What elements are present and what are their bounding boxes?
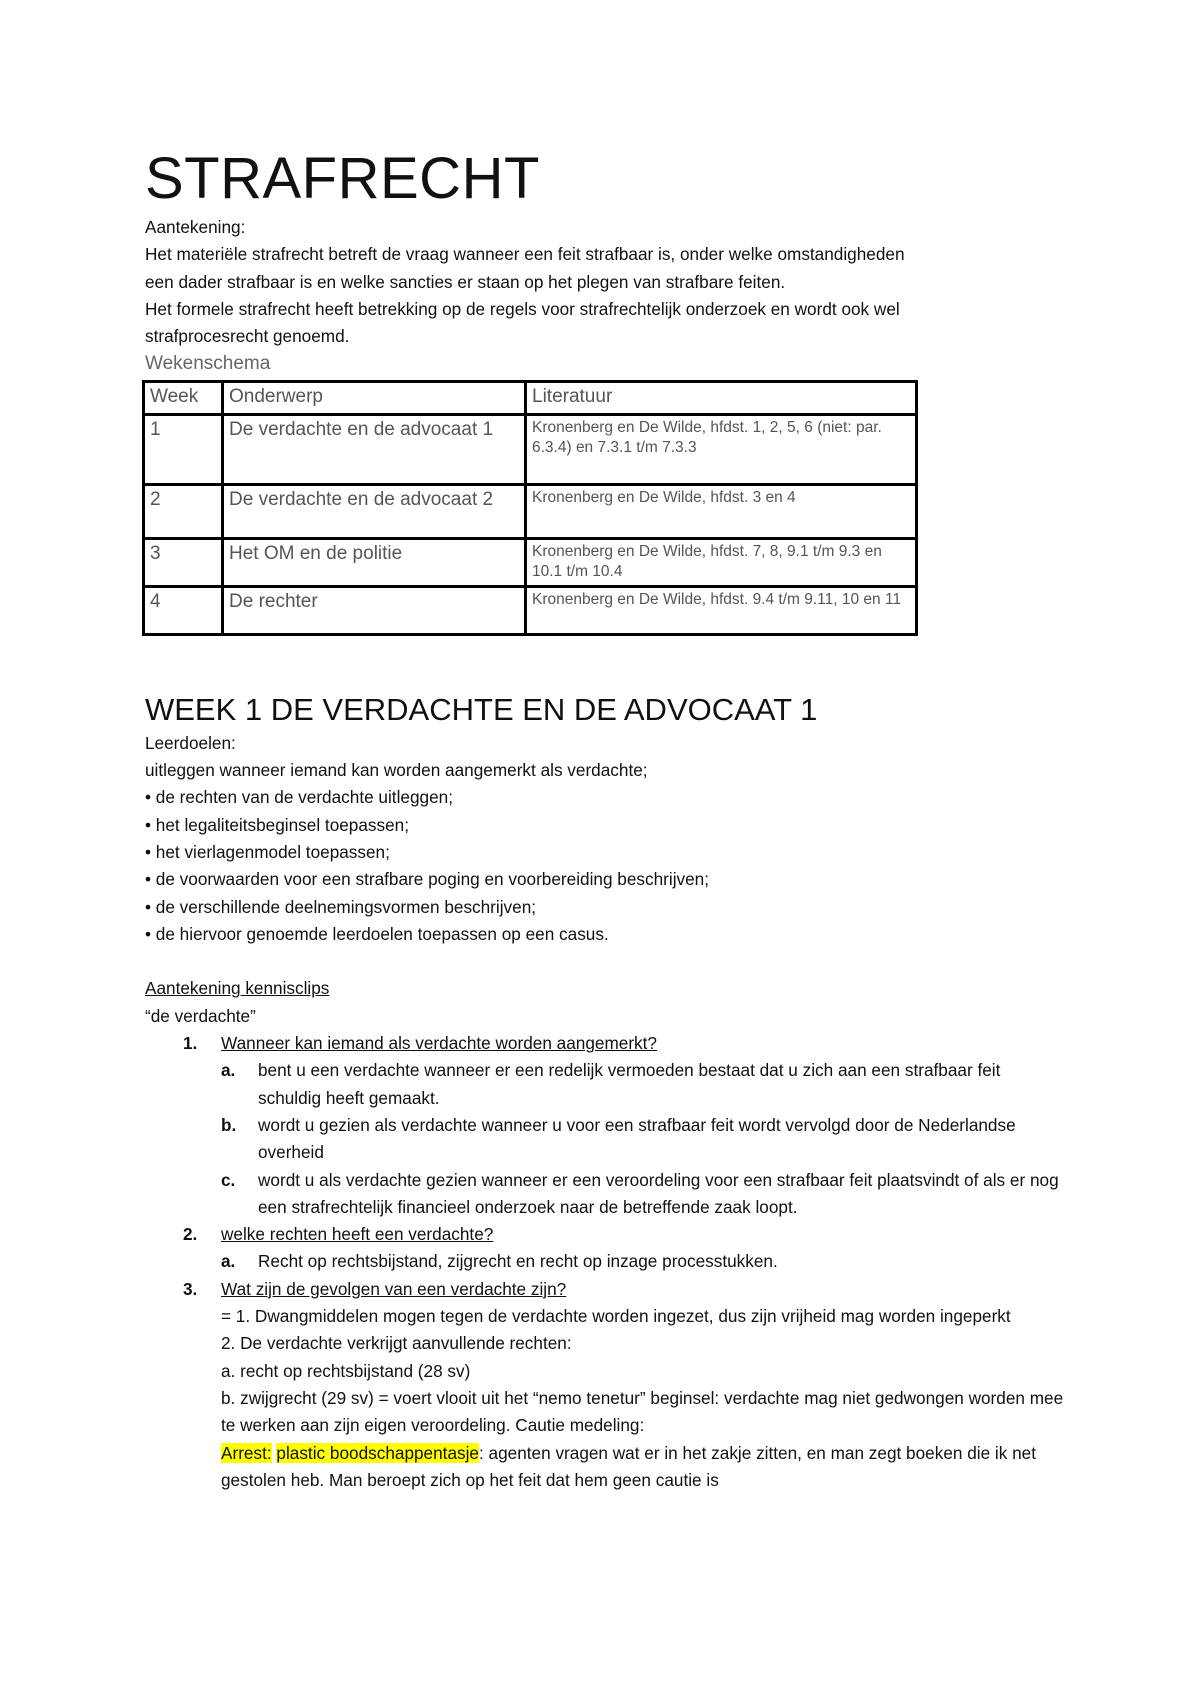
- document-body: [145, 214, 1065, 1494]
- goal-item: • de hiervoor genoemde leerdoelen toepassen op een casus.: [145, 923, 609, 944]
- list-number: 3.: [183, 1278, 198, 1299]
- week-cell: 3: [144, 538, 223, 586]
- notes-label: Aantekening kennisclips: [145, 978, 330, 999]
- literature-cell: Kronenberg en De Wilde, hfdst. 7, 8, 9.1 t/m 9.3 en 10.1 t/m 10.4: [526, 538, 917, 586]
- table-row: [144, 538, 917, 586]
- intro-text: strafprocesrecht genoemd.: [145, 326, 350, 347]
- literature-cell: Kronenberg en De Wilde, hfdst. 9.4 t/m 9.11, 10 en 11: [526, 586, 917, 634]
- schedule-table: [142, 380, 918, 636]
- goal-item: uitleggen wanneer iemand kan worden aangemerkt als verdachte;: [145, 760, 648, 781]
- answer-item: [221, 1167, 1065, 1222]
- answer-text: bent u een verdachte wanneer er een redelijk vermoeden bestaat dat u zich aan een strafbaar feit schuldig heeft gemaakt.: [258, 1060, 1001, 1108]
- document-title: STRAFRECHT: [145, 146, 540, 211]
- goal-item: • de verschillende deelnemingsvormen beschrijven;: [145, 896, 537, 917]
- table-header-row: [144, 381, 917, 414]
- intro-text: Het materiële strafrecht betreft de vraag wanneer een feit strafbaar is, onder welke omstandigheden: [145, 244, 905, 265]
- schedule-caption: Wekenschema: [145, 353, 271, 375]
- list-number: 1.: [183, 1033, 198, 1054]
- week-cell: 1: [144, 414, 223, 484]
- table-row: [144, 414, 917, 484]
- header-cell: Literatuur: [526, 381, 917, 414]
- answer-text: wordt u als verdachte gezien wanneer er een veroordeling voor een strafbaar feit plaatsvindt of als er nog een strafrechtelijk financieel onderzoek naar de betreffende zaak loopt.: [258, 1169, 1059, 1217]
- answer-text: Recht op rechtsbijstand, zijgrecht en recht op inzage processtukken.: [258, 1251, 778, 1272]
- notes-subtitle: “de verdachte”: [145, 1005, 256, 1026]
- topic-cell: De verdachte en de advocaat 2: [223, 484, 526, 538]
- header-cell: Week: [144, 381, 223, 414]
- week-cell: 2: [144, 484, 223, 538]
- goal-item: • het vierlagenmodel toepassen;: [145, 841, 390, 862]
- list-number: 2.: [183, 1224, 198, 1245]
- intro-text: een dader strafbaar is en welke sancties er staan op het plegen van strafbare feiten.: [145, 271, 786, 292]
- table-row: [144, 484, 917, 538]
- intro-text: Het formele strafrecht heeft betrekking op de regels voor strafrechtelijk onderzoek en wordt ook wel: [145, 298, 900, 319]
- arrest-text: : agenten vragen wat er in het zakje zitten, en man zegt boeken die ik net gestolen heb. Man beroept zich op het feit dat hem geen cautie is: [221, 1442, 1037, 1490]
- goals-label: Leerdoelen:: [145, 732, 236, 753]
- arrest-name: plastic boodschappentasje: [276, 1442, 479, 1463]
- list-letter: c.: [221, 1169, 236, 1190]
- question-text: Wat zijn de gevolgen van een verdachte zijn?: [221, 1278, 567, 1299]
- literature-cell: Kronenberg en De Wilde, hfdst. 1, 2, 5, 6 (niet: par. 6.3.4) en 7.3.1 t/m 7.3.3: [526, 414, 917, 484]
- topic-cell: De rechter: [223, 586, 526, 634]
- topic-cell: De verdachte en de advocaat 1: [223, 414, 526, 484]
- goal-item: • de voorwaarden voor een strafbare poging en voorbereiding beschrijven;: [145, 869, 710, 890]
- answer-text: wordt u gezien als verdachte wanneer u voor een strafbaar feit wordt vervolgd door de Nederlandse overheid: [258, 1114, 1016, 1163]
- answer-text: b. zwijgrecht (29 sv) = voert vlooit uit het “nemo tenetur” beginsel: verdachte mag niet gedwongen worden mee te werken aan zijn eigen veroordeling. Cautie medeling:: [221, 1387, 1064, 1436]
- question-1: [145, 1030, 1065, 1057]
- week1-heading: WEEK 1 DE VERDACHTE EN DE ADVOCAAT 1: [145, 691, 818, 727]
- question-text: welke rechten heeft een verdachte?: [221, 1224, 494, 1245]
- literature-cell: Kronenberg en De Wilde, hfdst. 3 en 4: [526, 484, 917, 538]
- answer-item: [221, 1057, 1065, 1112]
- answer-text: a. recht op rechtsbijstand (28 sv): [221, 1360, 471, 1381]
- intro-label: Aantekening:: [145, 217, 246, 237]
- list-letter: a.: [221, 1060, 236, 1081]
- question-text: Wanneer kan iemand als verdachte worden aangemerkt?: [221, 1033, 657, 1054]
- arrest-label: Arrest:: [221, 1442, 272, 1463]
- arrest-paragraph: [221, 1440, 1065, 1495]
- question-3: [145, 1276, 1065, 1303]
- header-cell: Onderwerp: [223, 381, 526, 414]
- answer-item: [221, 1248, 1065, 1275]
- table-row: [144, 586, 917, 634]
- answer-item: [221, 1112, 1065, 1167]
- answer-text: 2. De verdachte verkrijgt aanvullende rechten:: [221, 1333, 572, 1354]
- list-letter: a.: [221, 1251, 236, 1272]
- question-2: [145, 1221, 1065, 1248]
- goal-item: • de rechten van de verdachte uitleggen;: [145, 787, 453, 808]
- answer-text: = 1. Dwangmiddelen mogen tegen de verdachte worden ingezet, dus zijn vrijheid mag worden ingeperkt: [221, 1306, 1011, 1327]
- week-cell: 4: [144, 586, 223, 634]
- topic-cell: Het OM en de politie: [223, 538, 526, 586]
- goal-item: • het legaliteitsbeginsel toepassen;: [145, 814, 410, 835]
- list-letter: b.: [221, 1114, 237, 1135]
